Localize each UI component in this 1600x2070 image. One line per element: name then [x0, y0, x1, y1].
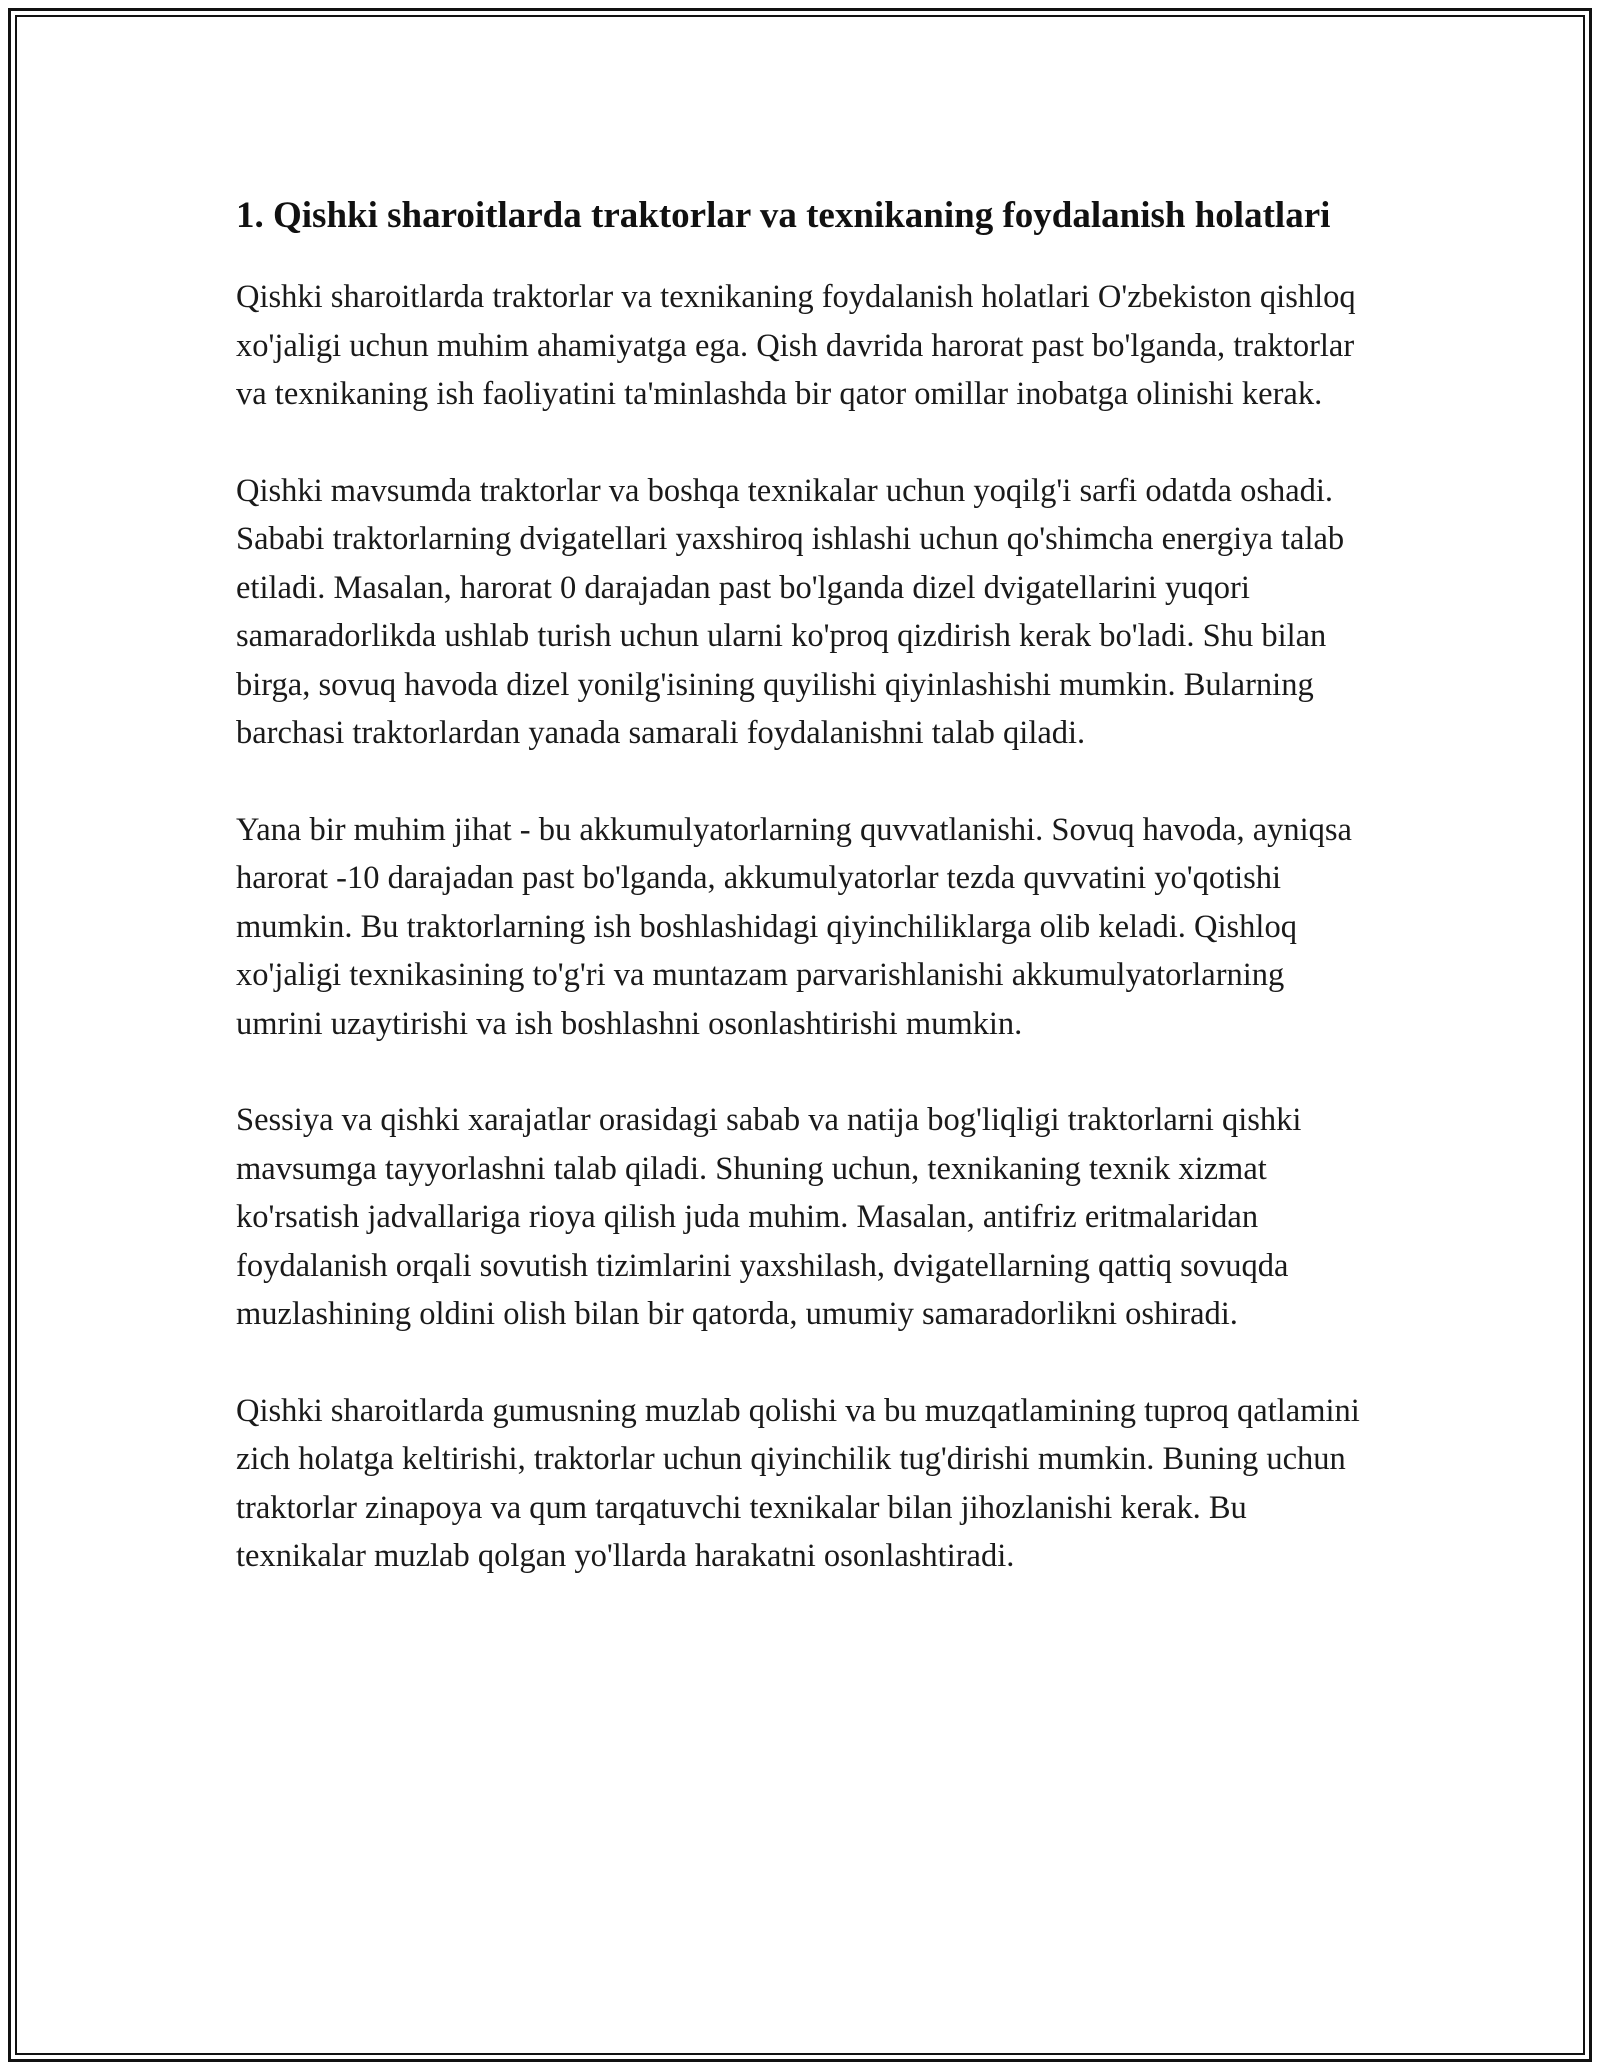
paragraph-4: Sessiya va qishki xarajatlar orasidagi sabab va natija bog'liqligi traktorlarni qishki mavsumga tayyorlashni talab qiladi. Shuning uchun, texnikaning texnik xizmat ko'rsatish jadvallariga rioya qilish juda muhim. Masalan, antifriz eritmalaridan foydalanish orqali sovutish tizimlarini yaxshilash, dvigatellarning qattiq sovuqda muzlashining oldini olish bilan bir qatorda, umumiy samaradorlikni oshiradi.: [236, 1102, 1302, 1332]
paragraph-3: Yana bir muhim jihat - bu akkumulyatorlarning quvvatlanishi. Sovuq havoda, ayniqsa harorat -10 darajadan past bo'lganda, akkumulyatorlar tezda quvvatini yo'qotishi mumkin. Bu traktorlarning ish boshlashidagi qiyinchiliklarga olib keladi. Qishloq xo'jaligi texnikasining to'g'ri va muntazam parvarishlanishi akkumulyatorlarning umrini uzaytirishi va ish boshlashni osonlashtirishi mumkin.: [236, 811, 1352, 1042]
document-title: 1. Qishki sharoitlarda traktorlar va texnikaning foydalanish holatlari: [236, 195, 1331, 236]
paragraph-2: Qishki mavsumda traktorlar va boshqa texnikalar uchun yoqilg'i sarfi odatda oshadi. Sababi traktorlarning dvigatellari yaxshiroq ishlashi uchun qo'shimcha energiya talab etiladi. Masalan, harorat 0 darajadan past bo'lganda dizel dvigatellarini yuqori samaradorlikda ushlab turish uchun ularni ko'proq qizdirish kerak bo'ladi. Shu bilan birga, sovuq havoda dizel yonilg'isining quyilishi qiyinlashishi mumkin. Bularning barchasi traktorlardan yanada samarali foydalanishni talab qiladi.: [236, 472, 1345, 751]
paragraph-5: Qishki sharoitlarda gumusning muzlab qolishi va bu muzqatlamining tuproq qatlamini zich holatga keltirishi, traktorlar uchun qiyinchilik tug'dirishi mumkin. Buning uchun traktorlar zinapoya va qum tarqatuvchi texnikalar bilan jihozlanishi kerak. Bu texnikalar muzlab qolgan yo'llarda harakatni osonlashtiradi.: [236, 1392, 1360, 1574]
paragraph-1: Qishki sharoitlarda traktorlar va texnikaning foydalanish holatlari O'zbekiston qishloq xo'jaligi uchun muhim ahamiyatga ega. Qish davrida harorat past bo'lganda, traktorlar va texnikaning ish faoliyatini ta'minlashda bir qator omillar inobatga olinishi kerak.: [236, 279, 1356, 412]
document-body: [236, 188, 1376, 1629]
